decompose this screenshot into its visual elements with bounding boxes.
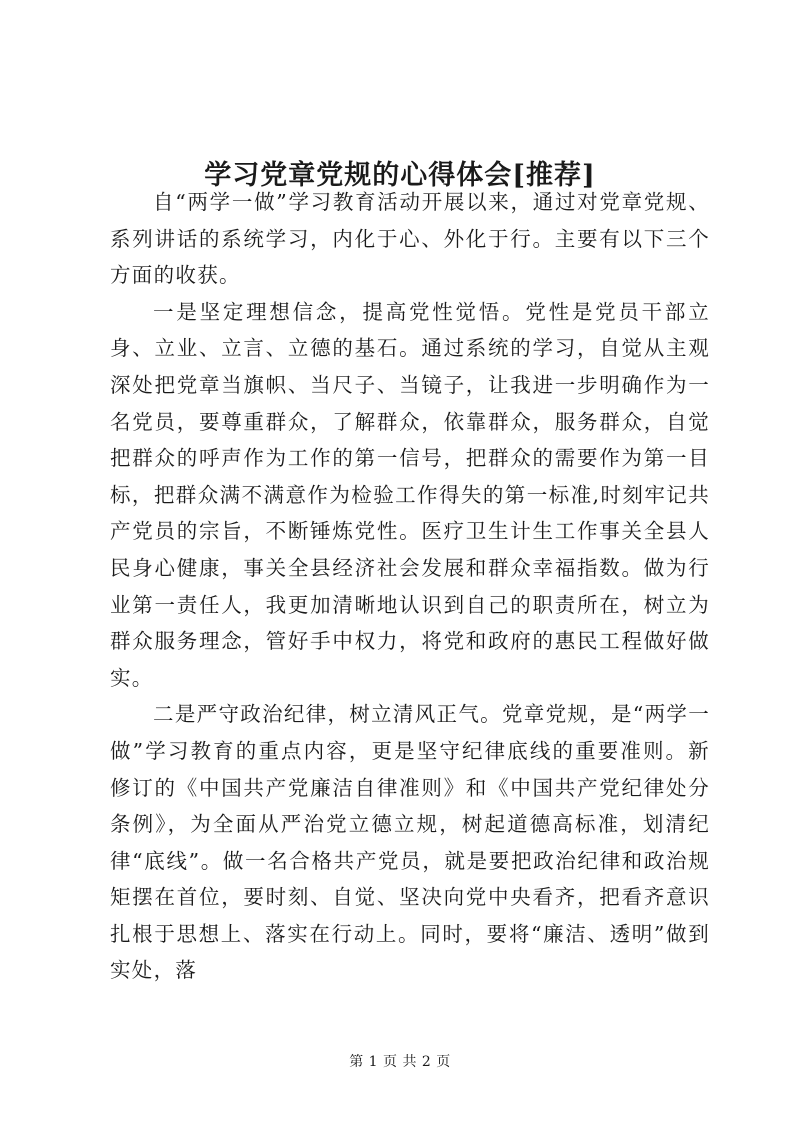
page-footer: 第 1 页 共 2 页 <box>349 1054 451 1070</box>
paragraph-intro: 自“两学一做”学习教育活动开展以来，通过对党章党规、系列讲话的系统学习，内化于心、外化于行。主要有以下三个方面的收获。 <box>110 190 710 288</box>
paragraph-point-one: 一是坚定理想信念，提高党性觉悟。党性是党员干部立身、立业、立言、立德的基石。通过系统的学习，自觉从主观深处把党章当旗帜、当尺子、当镜子，让我进一步明确作为一名党员，要尊重群众，了解群众，依靠群众，服务群众，自觉把群众的呼声作为工作的第一信号，把群众的需要作为第一目标，把群众满不满意作为检验工作得失的第一标准,时刻牢记共产党员的宗旨，不断锤炼党性。医疗卫生计生工作事关全县人民身心健康，事关全县经济社会发展和群众幸福指数。做为行业第一责任人，我更加清晰地认识到自己的职责所在，树立为群众服务理念，管好手中权力，将党和政府的惠民工程做好做实。 <box>110 299 710 690</box>
paragraph-point-two: 二是严守政治纪律，树立清风正气。党章党规，是“两学一做”学习教育的重点内容，更是坚守纪律底线的重要准则。新修订的《中国共产党廉洁自律准则》和《中国共产党纪律处分条例》，为全面从严治党立德立规，树起道德高标准，划清纪律“底线”。做一名合格共产党员，就是要把政治纪律和政治规矩摆在首位，要时刻、自觉、坚决向党中央看齐，把看齐意识扎根于思想上、落实在行动上。同时，要将“廉洁、透明”做到实处，落 <box>110 702 710 983</box>
document-body <box>110 184 710 989</box>
document-title: 学习党章党规的心得体会[推荐] <box>204 160 596 192</box>
